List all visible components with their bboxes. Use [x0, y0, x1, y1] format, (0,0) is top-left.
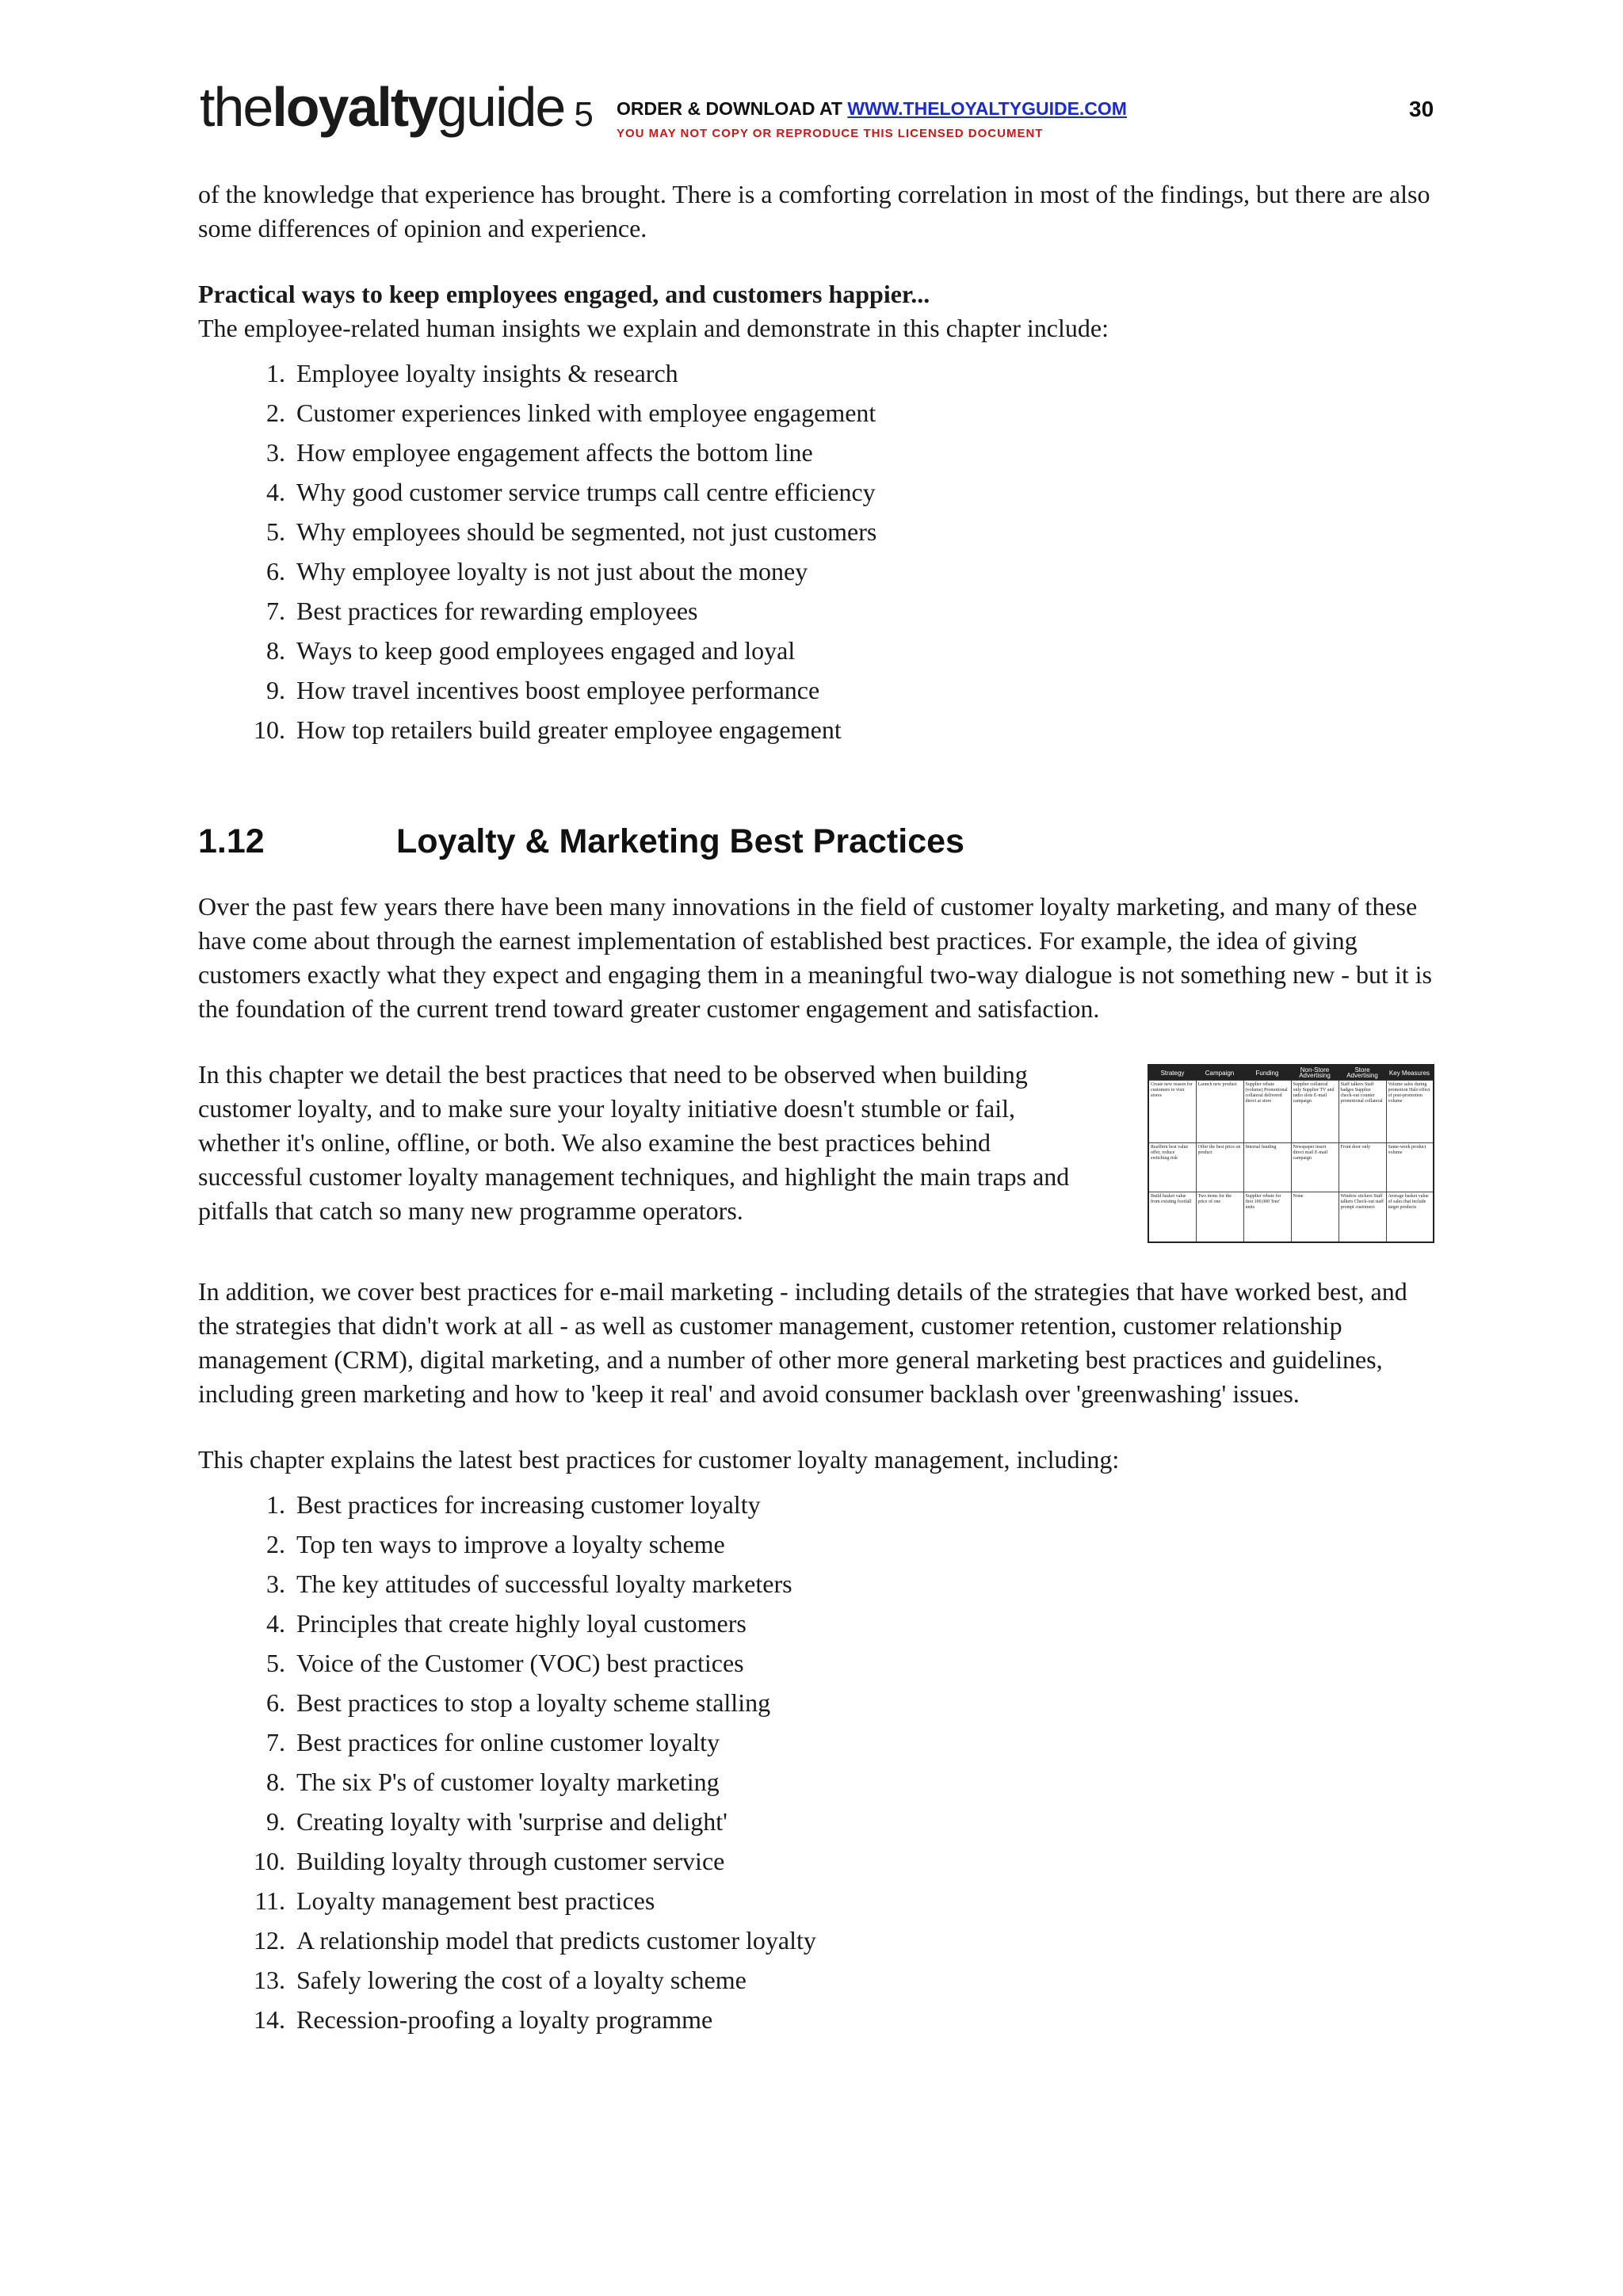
list-item-text: Principles that create highly loyal customers: [296, 1609, 747, 1638]
practical-ways-heading: Practical ways to keep employees engaged, and customers happier...: [198, 280, 930, 308]
list-item-number: 4.: [266, 478, 285, 506]
list-item: [198, 1881, 1434, 1920]
list-item-text: Employee loyalty insights & research: [296, 359, 678, 387]
list-item: [198, 2000, 1434, 2039]
logo-the: the: [200, 76, 273, 138]
list-item-text: Customer experiences linked with employee engagement: [296, 399, 876, 427]
list-item-text: Why employee loyalty is not just about the money: [296, 557, 808, 585]
table-cell: Same-week product volume: [1386, 1142, 1434, 1192]
list-item: [198, 1722, 1434, 1762]
employee-insights-list: [198, 353, 1434, 749]
list-item-number: 7.: [266, 1728, 285, 1756]
list-item-number: 4.: [266, 1609, 285, 1638]
list-item-text: How employee engagement affects the bottom line: [296, 438, 813, 467]
page-content: [198, 177, 1434, 2039]
table-header-cell: Strategy: [1148, 1065, 1196, 1081]
list-item: [198, 1604, 1434, 1643]
list-item-number: 12.: [254, 1926, 285, 1955]
list-item: [198, 1564, 1434, 1604]
table-header-cell: Non-Store Advertising: [1291, 1065, 1338, 1081]
list-item-text: Why good customer service trumps call centre efficiency: [296, 478, 876, 506]
table-row: [1148, 1081, 1434, 1143]
intro-paragraph: of the knowledge that experience has brought. There is a comforting correlation in most of the findings, but there are also some differences of opinion and experience.: [198, 180, 1430, 242]
section-paragraph-3: In addition, we cover best practices for e-mail marketing - including details of the strategies that have worked best, and the strategies that didn't work at all - as well as customer management, customer retention, customer relationship management (CRM), digital marketing, and a number of other more general marketing best practices and guidelines, including green marketing and how to 'keep it real' and avoid consumer backlash over 'greenwashing' issues.: [198, 1277, 1407, 1408]
list-item: [198, 1841, 1434, 1881]
list-item-text: Building loyalty through customer service: [296, 1847, 725, 1875]
order-download-line: [617, 98, 1127, 120]
page-number: 30: [1409, 97, 1434, 121]
list-item-number: 9.: [266, 1807, 285, 1836]
list-item-number: 10.: [254, 715, 285, 744]
table-cell: Supplier collateral only Supplier TV and radio slots E-mail campaign: [1291, 1081, 1338, 1143]
list-item: [198, 393, 1434, 433]
list-item: [198, 551, 1434, 591]
section-heading: [198, 822, 1434, 861]
list-item: [198, 512, 1434, 551]
list-item: [198, 353, 1434, 393]
table-cell: Build basket value from existing footfall: [1148, 1192, 1196, 1242]
table-row: [1148, 1192, 1434, 1242]
list-item-text: Safely lowering the cost of a loyalty scheme: [296, 1966, 747, 1994]
list-item: [198, 1485, 1434, 1524]
list-item: [198, 591, 1434, 631]
table-cell: Internal funding: [1243, 1142, 1291, 1192]
list-item: [198, 1524, 1434, 1564]
list-item-number: 8.: [266, 636, 285, 665]
list-item-number: 7.: [266, 597, 285, 625]
list-item-text: Voice of the Customer (VOC) best practices: [296, 1649, 744, 1677]
list-item: [198, 1960, 1434, 2000]
list-item-number: 10.: [254, 1847, 285, 1875]
section-title: Loyalty & Marketing Best Practices: [396, 822, 964, 860]
list-item-number: 1.: [266, 359, 285, 387]
section-number: 1.12: [198, 822, 265, 860]
campaign-strategy-table-thumbnail: [1148, 1064, 1434, 1243]
table-cell: Volume sales during promotion Halo effect of post-promotion volume: [1386, 1081, 1434, 1143]
list-item-number: 13.: [254, 1966, 285, 1994]
list-item-text: Top ten ways to improve a loyalty scheme: [296, 1530, 725, 1558]
list-item-text: Best practices for increasing customer loyalty: [296, 1490, 761, 1519]
page-header: [0, 0, 1623, 151]
list-item-text: The key attitudes of successful loyalty marketers: [296, 1569, 792, 1598]
logo-guide: guide: [437, 76, 565, 138]
table-header-cell: Campaign: [1196, 1065, 1243, 1081]
list-item: [198, 1802, 1434, 1841]
list-item-number: 9.: [266, 676, 285, 704]
table-cell: Front door only: [1338, 1142, 1386, 1192]
list-item-number: 5.: [266, 517, 285, 546]
logo-loyalty: loyalty: [272, 76, 437, 138]
list-item-text: Creating loyalty with 'surprise and delight': [296, 1807, 727, 1836]
list-item-number: 5.: [266, 1649, 285, 1677]
website-link[interactable]: WWW.THELOYALTYGUIDE.COM: [847, 98, 1127, 119]
table-cell: Launch new product: [1196, 1081, 1243, 1143]
list-item-text: How travel incentives boost employee performance: [296, 676, 820, 704]
list-item-text: Best practices for rewarding employees: [296, 597, 698, 625]
table-row: [1148, 1142, 1434, 1192]
table-header-row: [1148, 1065, 1434, 1081]
list-item-text: Ways to keep good employees engaged and loyal: [296, 636, 796, 665]
table-header-cell: Key Measures: [1386, 1065, 1434, 1081]
list-item-number: 2.: [266, 1530, 285, 1558]
table-cell: Create new reason for customers to visit stores: [1148, 1081, 1196, 1143]
list-item-number: 14.: [254, 2005, 285, 2034]
table-cell: None: [1291, 1192, 1338, 1242]
list-item: [198, 1920, 1434, 1960]
table-cell: Two items for the price of one: [1196, 1192, 1243, 1242]
list-item-text: Why employees should be segmented, not just customers: [296, 517, 877, 546]
copyright-notice: YOU MAY NOT COPY OR REPRODUCE THIS LICENSED DOCUMENT: [617, 127, 1044, 140]
list-item-text: A relationship model that predicts customer loyalty: [296, 1926, 816, 1955]
logo-edition-number: 5: [574, 95, 594, 134]
list-item-text: How top retailers build greater employee engagement: [296, 715, 842, 744]
table-cell: Supplier rebate for first 100,000 'free' units: [1243, 1192, 1291, 1242]
list-item: [198, 433, 1434, 472]
best-practices-list: [198, 1485, 1434, 2039]
list-item-number: 6.: [266, 557, 285, 585]
employee-insights-lead: The employee-related human insights we explain and demonstrate in this chapter include:: [198, 314, 1109, 342]
list-item: [198, 631, 1434, 670]
list-item-text: Loyalty management best practices: [296, 1886, 655, 1915]
table-header-cell: Store Advertising: [1338, 1065, 1386, 1081]
list-item-number: 1.: [266, 1490, 285, 1519]
list-item-text: Best practices to stop a loyalty scheme stalling: [296, 1688, 771, 1717]
list-item-number: 3.: [266, 1569, 285, 1598]
best-practices-lead: This chapter explains the latest best practices for customer loyalty management, including:: [198, 1445, 1120, 1474]
loyalty-guide-logo: [200, 76, 594, 138]
table-cell: Offer the best price on product: [1196, 1142, 1243, 1192]
list-item: [198, 670, 1434, 710]
list-item: [198, 710, 1434, 749]
table-cell: Average basket value of sales that include target products: [1386, 1192, 1434, 1242]
table-cell: Newspaper insert direct mail E-mail campaign: [1291, 1142, 1338, 1192]
paragraph-with-figure: [198, 1058, 1434, 1243]
section-paragraph-2: In this chapter we detail the best practices that need to be observed when building customer loyalty, and to make sure your loyalty initiative doesn't stumble or fail, whether it's online, offline, or both. We also examine the best practices behind successful customer loyalty management techniques, and highlight the main traps and pitfalls that catch so many new programme operators.: [198, 1060, 1070, 1225]
table-cell: Window stickers Staff talkers Check-out staff prompt customers: [1338, 1192, 1386, 1242]
list-item-text: Best practices for online customer loyalty: [296, 1728, 720, 1756]
list-item-number: 2.: [266, 399, 285, 427]
order-prefix: ORDER & DOWNLOAD AT: [617, 98, 848, 119]
list-item: [198, 1683, 1434, 1722]
list-item: [198, 1643, 1434, 1683]
table-cell: Supplier rebate (volume) Promotional collateral delivered direct at store: [1243, 1081, 1291, 1143]
table-cell: Reaffirm best value offer, reduce switching risk: [1148, 1142, 1196, 1192]
section-paragraph-1: Over the past few years there have been many innovations in the field of customer loyalty marketing, and many of these have come about through the earnest implementation of established best practices. For example, the idea of giving customers exactly what they expect and engaging them in a meaningful two-way dialogue is not something new - but it is the foundation of the current trend toward greater customer engagement and satisfaction.: [198, 892, 1432, 1023]
list-item: [198, 472, 1434, 512]
list-item-number: 8.: [266, 1768, 285, 1796]
list-item-text: The six P's of customer loyalty marketing: [296, 1768, 720, 1796]
list-item: [198, 1762, 1434, 1802]
list-item-number: 3.: [266, 438, 285, 467]
list-item-number: 11.: [254, 1886, 285, 1915]
list-item-number: 6.: [266, 1688, 285, 1717]
list-item-text: Recession-proofing a loyalty programme: [296, 2005, 713, 2034]
table-header-cell: Funding: [1243, 1065, 1291, 1081]
table-cell: Staff talkers Staff badges Supplier check-out counter promotional collateral: [1338, 1081, 1386, 1143]
